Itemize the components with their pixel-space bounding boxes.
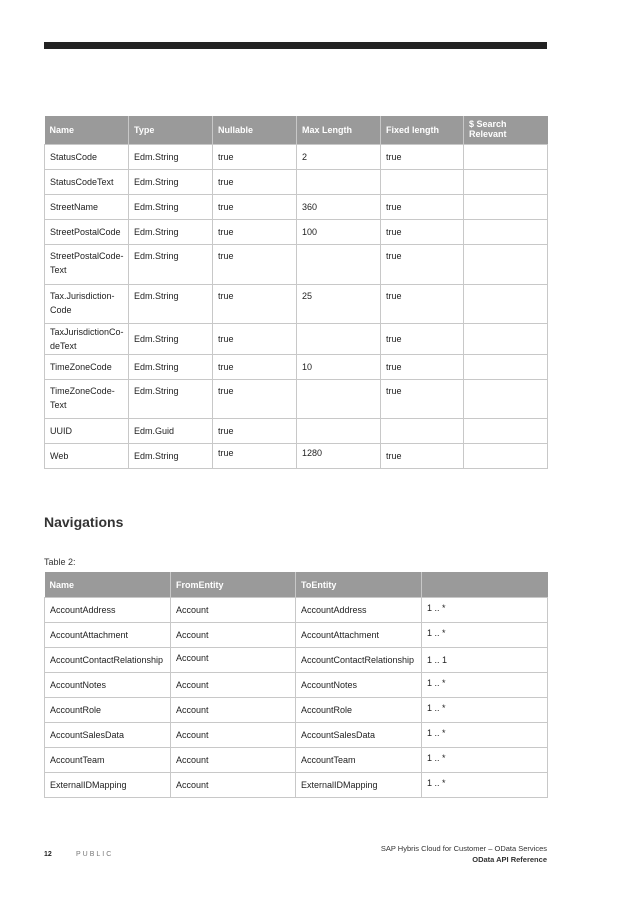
prop-fixed-length: true [381, 245, 464, 285]
prop-fixed-length: true [381, 380, 464, 419]
prop-nullable: true [213, 145, 297, 170]
nav-multiplicity: 1 .. * [422, 698, 548, 723]
col-header-type: Type [129, 116, 213, 145]
prop-max-length [297, 419, 381, 444]
table-row [45, 324, 548, 355]
table-row [45, 245, 548, 285]
prop-nullable: true [213, 419, 297, 444]
col-header-fixed-length: Fixed length [381, 116, 464, 145]
prop-type: Edm.Guid [129, 419, 213, 444]
table-row [45, 195, 548, 220]
table-caption: Table 2: [44, 557, 76, 567]
col-header-from-entity: FromEntity [171, 572, 296, 598]
prop-type: Edm.String [129, 355, 213, 380]
nav-from-entity: Account [171, 648, 296, 673]
prop-max-length [297, 380, 381, 419]
col-header-to-entity: ToEntity [296, 572, 422, 598]
footer-doc-info [381, 843, 547, 865]
nav-name: AccountNotes [45, 673, 171, 698]
prop-fixed-length: true [381, 145, 464, 170]
prop-max-length [297, 245, 381, 285]
table-row [45, 419, 548, 444]
prop-nullable: true [213, 170, 297, 195]
prop-type: Edm.String [129, 380, 213, 419]
navigations-table [44, 572, 548, 798]
prop-type: Edm.String [129, 220, 213, 245]
prop-search-relevant [464, 419, 548, 444]
nav-multiplicity: 1 .. * [422, 723, 548, 748]
prop-type: Edm.String [129, 195, 213, 220]
nav-to-entity: AccountContactRelationship [296, 648, 422, 673]
prop-name: Web [45, 444, 129, 469]
table-row [45, 380, 548, 419]
nav-multiplicity: 1 .. * [422, 598, 548, 623]
prop-nullable: true [213, 444, 297, 469]
nav-multiplicity: 1 .. * [422, 673, 548, 698]
table-row [45, 170, 548, 195]
prop-fixed-length: true [381, 195, 464, 220]
prop-max-length [297, 170, 381, 195]
section-title-navigations: Navigations [44, 514, 124, 530]
prop-search-relevant [464, 145, 548, 170]
col-header-name: Name [45, 116, 129, 145]
prop-search-relevant [464, 285, 548, 324]
footer-doc-subtitle: OData API Reference [472, 855, 547, 864]
prop-type: Edm.String [129, 245, 213, 285]
nav-name: AccountRole [45, 698, 171, 723]
prop-max-length: 25 [297, 285, 381, 324]
prop-fixed-length: true [381, 220, 464, 245]
col-header-max-length: Max Length [297, 116, 381, 145]
nav-to-entity: AccountRole [296, 698, 422, 723]
prop-type: Edm.String [129, 145, 213, 170]
nav-from-entity: Account [171, 748, 296, 773]
prop-name: TimeZoneCode [45, 355, 129, 380]
prop-search-relevant [464, 444, 548, 469]
nav-from-entity: Account [171, 673, 296, 698]
prop-fixed-length [381, 419, 464, 444]
table-row [45, 444, 548, 469]
col-header-nullable: Nullable [213, 116, 297, 145]
table-row [45, 748, 548, 773]
nav-multiplicity: 1 .. * [422, 773, 548, 798]
navigations-header-row [45, 572, 548, 598]
prop-name: StatusCode [45, 145, 129, 170]
prop-name: UUID [45, 419, 129, 444]
prop-fixed-length: true [381, 355, 464, 380]
prop-search-relevant [464, 324, 548, 355]
prop-search-relevant [464, 355, 548, 380]
table-row [45, 648, 548, 673]
table-row [45, 355, 548, 380]
prop-name: Tax.Jurisdiction-Code [45, 285, 129, 324]
table-row [45, 220, 548, 245]
nav-name: AccountAttachment [45, 623, 171, 648]
table-row [45, 598, 548, 623]
nav-name: AccountContactRelationship [45, 648, 171, 673]
prop-search-relevant [464, 220, 548, 245]
table-row [45, 773, 548, 798]
table-row [45, 285, 548, 324]
nav-from-entity: Account [171, 773, 296, 798]
nav-to-entity: AccountAddress [296, 598, 422, 623]
nav-to-entity: AccountSalesData [296, 723, 422, 748]
table-row [45, 723, 548, 748]
nav-to-entity: AccountTeam [296, 748, 422, 773]
properties-header-row [45, 116, 548, 145]
prop-nullable: true [213, 220, 297, 245]
prop-max-length: 360 [297, 195, 381, 220]
top-rule [44, 42, 547, 49]
table-row [45, 698, 548, 723]
prop-nullable: true [213, 355, 297, 380]
prop-fixed-length: true [381, 285, 464, 324]
prop-fixed-length [381, 170, 464, 195]
properties-table [44, 116, 548, 469]
nav-name: AccountTeam [45, 748, 171, 773]
prop-max-length: 1280 [297, 444, 381, 469]
footer-doc-title: SAP Hybris Cloud for Customer – OData Services [380, 844, 547, 853]
prop-nullable: true [213, 285, 297, 324]
prop-nullable: true [213, 324, 297, 355]
prop-name: StreetName [45, 195, 129, 220]
nav-multiplicity: 1 .. 1 [422, 648, 548, 673]
prop-nullable: true [213, 195, 297, 220]
prop-type: Edm.String [129, 324, 213, 355]
prop-name: StreetPostalCode [45, 220, 129, 245]
prop-name: StatusCodeText [45, 170, 129, 195]
col-header-name: Name [45, 572, 171, 598]
page-number: 12 [44, 851, 52, 858]
prop-name: TimeZoneCode-Text [45, 380, 129, 419]
prop-search-relevant [464, 380, 548, 419]
nav-multiplicity: 1 .. * [422, 623, 548, 648]
prop-type: Edm.String [129, 444, 213, 469]
nav-from-entity: Account [171, 598, 296, 623]
prop-search-relevant [464, 170, 548, 195]
col-header-multiplicity [422, 572, 548, 598]
nav-to-entity: ExternalIDMapping [296, 773, 422, 798]
prop-name: TaxJurisdictionCo-deText [45, 324, 129, 355]
prop-search-relevant [464, 245, 548, 285]
nav-name: AccountAddress [45, 598, 171, 623]
nav-to-entity: AccountAttachment [296, 623, 422, 648]
prop-max-length: 2 [297, 145, 381, 170]
nav-name: AccountSalesData [45, 723, 171, 748]
prop-max-length: 100 [297, 220, 381, 245]
nav-multiplicity: 1 .. * [422, 748, 548, 773]
col-header-search-relevant: $ Search Relevant [464, 116, 548, 145]
prop-nullable: true [213, 380, 297, 419]
prop-max-length: 10 [297, 355, 381, 380]
table-row [45, 145, 548, 170]
nav-to-entity: AccountNotes [296, 673, 422, 698]
prop-max-length [297, 324, 381, 355]
prop-search-relevant [464, 195, 548, 220]
prop-type: Edm.String [129, 285, 213, 324]
prop-type: Edm.String [129, 170, 213, 195]
nav-from-entity: Account [171, 698, 296, 723]
prop-nullable: true [213, 245, 297, 285]
classification-label: PUBLIC [76, 851, 114, 858]
nav-from-entity: Account [171, 623, 296, 648]
prop-fixed-length: true [381, 324, 464, 355]
table-row [45, 623, 548, 648]
prop-fixed-length: true [381, 444, 464, 469]
prop-name: StreetPostalCode-Text [45, 245, 129, 285]
nav-name: ExternalIDMapping [45, 773, 171, 798]
table-row [45, 673, 548, 698]
nav-from-entity: Account [171, 723, 296, 748]
